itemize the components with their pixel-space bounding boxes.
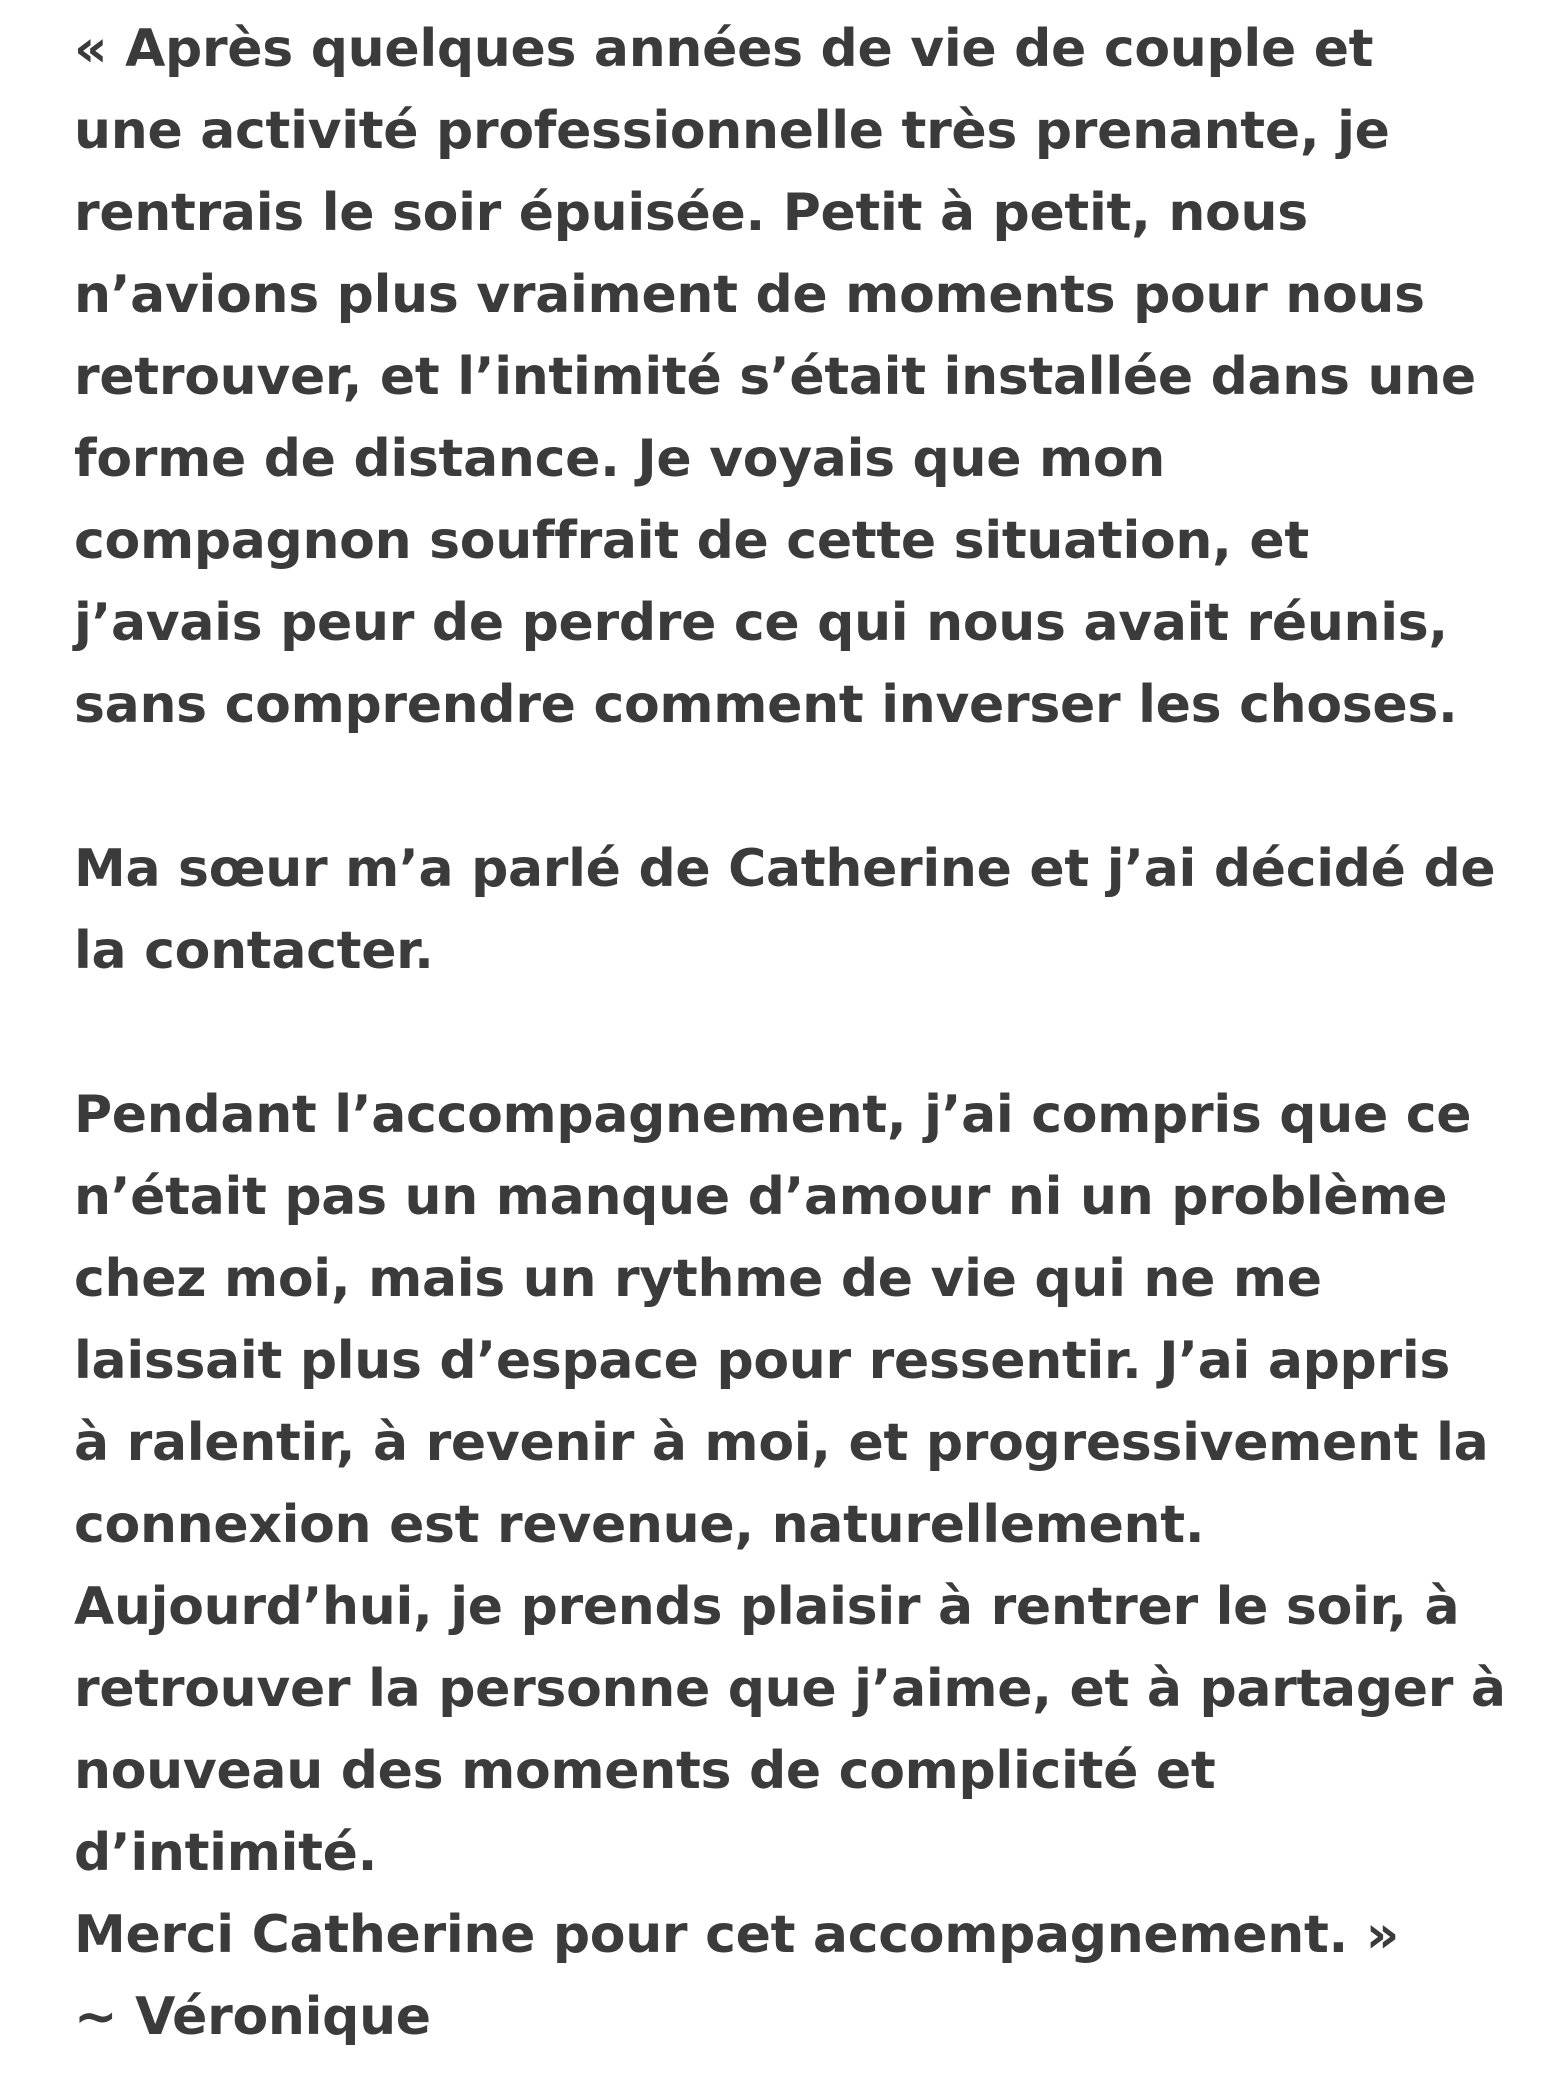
text-line: connexion est revenue, naturellement. bbox=[74, 1495, 1205, 1555]
text-line: compagnon souffrait de cette situation, et bbox=[74, 511, 1309, 571]
text-line: sans comprendre comment inverser les choses. bbox=[74, 675, 1458, 735]
text-line: j’avais peur de perdre ce qui nous avait réunis, bbox=[74, 593, 1448, 653]
text-line: chez moi, mais un rythme de vie qui ne me bbox=[74, 1249, 1322, 1309]
text-line: forme de distance. Je voyais que mon bbox=[74, 429, 1166, 489]
text-line: rentrais le soir épuisée. Petit à petit, nous bbox=[74, 183, 1308, 243]
testimonial-text bbox=[74, 8, 1514, 2058]
text-line: d’intimité. bbox=[74, 1823, 378, 1883]
text-line: une activité professionnelle très prenante, je bbox=[74, 101, 1390, 161]
text-line: la contacter. bbox=[74, 921, 434, 981]
paragraph-gap bbox=[74, 992, 1514, 1074]
closing-line: Merci Catherine pour cet accompagnement. » bbox=[74, 1905, 1400, 1965]
paragraph-1 bbox=[74, 8, 1514, 746]
text-line: « Après quelques années de vie de couple et bbox=[74, 19, 1374, 79]
text-line: retrouver, et l’intimité s’était installée dans une bbox=[74, 347, 1476, 407]
signature: ~ Véronique bbox=[74, 1987, 431, 2047]
paragraph-2 bbox=[74, 828, 1514, 992]
text-line: n’était pas un manque d’amour ni un problème bbox=[74, 1167, 1448, 1227]
text-line: à ralentir, à revenir à moi, et progressivement la bbox=[74, 1413, 1489, 1473]
text-line: laissait plus d’espace pour ressentir. J’ai appris bbox=[74, 1331, 1451, 1391]
text-line: Pendant l’accompagnement, j’ai compris que ce bbox=[74, 1085, 1472, 1145]
text-line: Ma sœur m’a parlé de Catherine et j’ai décidé de bbox=[74, 839, 1496, 899]
text-line: retrouver la personne que j’aime, et à partager à bbox=[74, 1659, 1506, 1719]
text-line: Aujourd’hui, je prends plaisir à rentrer le soir, à bbox=[74, 1577, 1460, 1637]
text-line: n’avions plus vraiment de moments pour nous bbox=[74, 265, 1425, 325]
text-line: nouveau des moments de complicité et bbox=[74, 1741, 1216, 1801]
paragraph-3 bbox=[74, 1074, 1514, 2058]
paragraph-gap bbox=[74, 746, 1514, 828]
